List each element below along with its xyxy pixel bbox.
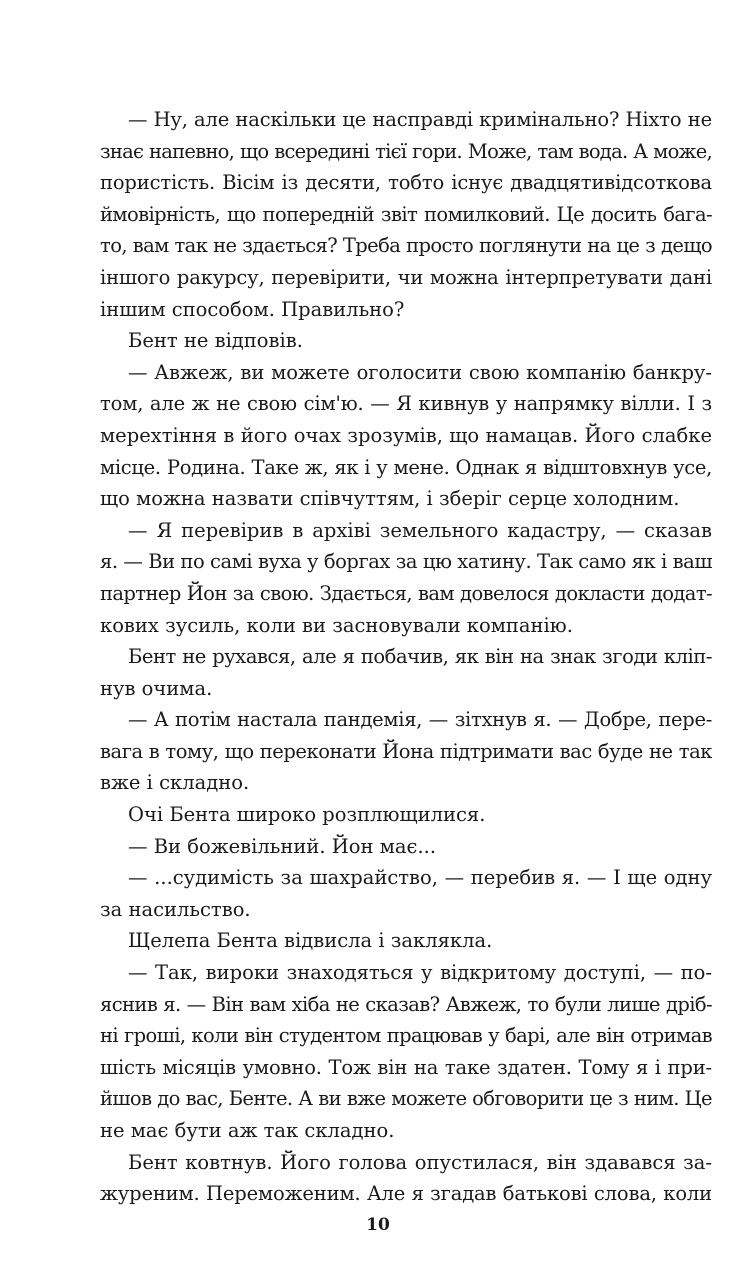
text-line: пористість. Вісім із десяти, тобто існує двадцятивідсоткова <box>100 171 712 195</box>
text-line: іншим способом. Правильно? <box>100 297 405 321</box>
text-line: Щелепа Бента відвисла і заклякла. <box>128 929 493 953</box>
text-line: мерехтіння в його очах зрозумів, що намацав. Його слабке <box>100 423 712 447</box>
text-line: яснив я. — Він вам хіба не сказав? Авжеж, то були лише дріб- <box>100 992 712 1016</box>
text-line: Бент не рухався, але я побачив, як він на знак згоди кліп- <box>128 645 712 669</box>
text-line: — Ну, але наскільки це насправді кримінально? Ніхто не <box>128 108 712 131</box>
text-line: то, вам так не здається? Треба просто поглянути на це з дещо <box>100 234 712 258</box>
text-line: — Так, вироки знаходяться у відкритому доступі, — по- <box>128 961 712 985</box>
text-line: Бент не відповів. <box>128 329 303 353</box>
page-number: 10 <box>366 1215 390 1235</box>
text-line: нув очима. <box>100 676 213 700</box>
text-line: — Авжеж, ви можете оголосити свою компанію банкру- <box>128 360 712 384</box>
text-line: — А потім настала пандемія, — зітхнув я. — Добре, пере- <box>128 708 712 732</box>
body-text <box>100 104 712 1210</box>
text-line: вже і складно. <box>100 771 250 795</box>
text-line: партнер Йон за свою. Здається, вам довелося докласти додат- <box>100 581 712 605</box>
text-line: за насильство. <box>100 897 251 921</box>
text-line: вага в тому, що переконати Йона підтримати вас буде не так <box>100 739 712 763</box>
text-line: що можна назвати співчуттям, і зберіг серце холодним. <box>100 487 680 511</box>
text-line: журеним. Переможеним. Але я згадав батькові слова, коли <box>100 1182 712 1206</box>
text-line: — ...судимість за шахрайство, — перебив я. — І ще одну <box>128 866 712 890</box>
text-line: знає напевно, що всередині тієї гори. Може, там вода. А може, <box>100 139 712 163</box>
text-line: іншого ракурсу, перевірити, чи можна інтерпретувати дані <box>100 265 712 289</box>
text-line: ні гроші, коли він студентом працював у барі, але він отримав <box>100 1024 712 1048</box>
text-line: місце. Родина. Таке ж, як і у мене. Однак я відштовхнув усе, <box>100 455 712 479</box>
text-line: Бент ковтнув. Його голова опустилася, він здавався за- <box>128 1150 712 1174</box>
text-line: я. — Ви по самі вуха у боргах за цю хатину. Так само як і ваш <box>100 550 712 574</box>
text-line: — Я перевірив в архіві земельного кадастру, — сказав <box>128 518 712 542</box>
text-line: том, але ж не свою сім'ю. — Я кивнув у напрямку вілли. І з <box>100 392 712 416</box>
text-line: кових зусиль, коли ви засновували компанію. <box>100 613 573 637</box>
text-line: Очі Бента широко розплющилися. <box>128 803 486 827</box>
text-line: шість місяців умовно. Тож він на таке здатен. Тому я і при- <box>100 1055 712 1079</box>
text-line: ймовірність, що попередній звіт помилковий. Це досить бага- <box>100 202 712 226</box>
text-line: — Ви божевільний. Йон має... <box>128 834 437 858</box>
text-line: йшов до вас, Бенте. А ви вже можете обговорити це з ним. Це <box>100 1087 712 1111</box>
text-line: не має бути аж так складно. <box>100 1119 395 1142</box>
